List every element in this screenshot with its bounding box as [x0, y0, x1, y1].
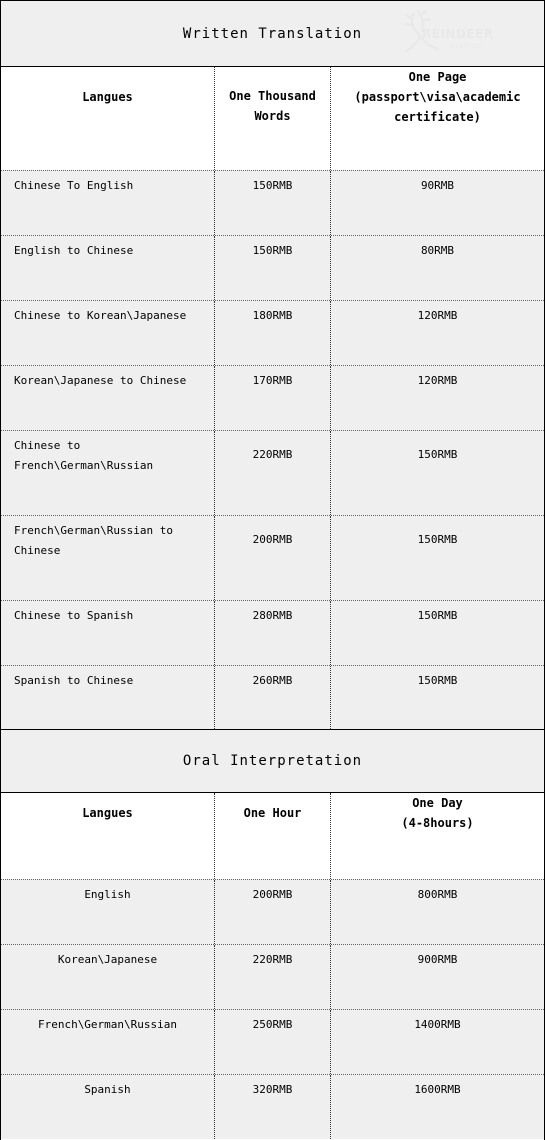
- written-translation-title: Written Translation: [182, 25, 363, 42]
- one-page-price: 90RMB: [420, 179, 455, 192]
- language-cell: French\German\Russian to Chinese: [1, 516, 215, 600]
- one-page-price: 120RMB: [417, 309, 458, 322]
- oral-header-langues: Langues: [1, 793, 215, 879]
- table-row: [1, 1074, 544, 1139]
- language-cell: Korean\Japanese: [1, 945, 215, 1009]
- one-page-price: 150RMB: [417, 448, 458, 461]
- table-row: [1, 944, 544, 1009]
- language-cell: Spanish: [1, 1075, 215, 1139]
- one-page-price: 150RMB: [417, 674, 458, 687]
- one-hour-price: 200RMB: [215, 880, 331, 944]
- table-row: [1, 170, 544, 235]
- oral-header-row: [1, 793, 544, 879]
- language-cell: Chinese to French\German\Russian: [1, 431, 215, 515]
- one-day-price: 1400RMB: [414, 1018, 461, 1031]
- written-header-langues: Langues: [1, 67, 215, 170]
- language-cell: Korean\Japanese to Chinese: [1, 366, 215, 430]
- language-cell: Spanish to Chinese: [1, 666, 215, 729]
- one-hour-price: 320RMB: [215, 1075, 331, 1139]
- table-row: [1, 665, 544, 729]
- written-translation-title-bar: [1, 0, 544, 66]
- table-row: [1, 879, 544, 944]
- one-day-price: 800RMB: [417, 888, 458, 901]
- written-header-one-page: One Page (passport\visa\academic certificate): [354, 70, 521, 124]
- table-row: [1, 600, 544, 665]
- thousand-words-price: 150RMB: [215, 236, 331, 300]
- one-page-price: 150RMB: [417, 533, 458, 546]
- oral-header-one-day: One Day (4-8hours): [401, 796, 474, 830]
- logo-name: REINDEER: [422, 27, 494, 41]
- one-page-price: 120RMB: [417, 374, 458, 387]
- table-row: [1, 430, 544, 515]
- oral-interpretation-title-bar: [1, 729, 544, 793]
- language-cell: English: [1, 880, 215, 944]
- language-cell: French\German\Russian: [1, 1010, 215, 1074]
- one-day-price: 900RMB: [417, 953, 458, 966]
- thousand-words-price: 220RMB: [215, 431, 331, 515]
- written-header-row: [1, 66, 544, 170]
- logo-sub: STATION: [450, 43, 483, 50]
- one-page-price: 80RMB: [420, 244, 455, 257]
- table-row: [1, 515, 544, 600]
- thousand-words-price: 180RMB: [215, 301, 331, 365]
- table-row: [1, 1009, 544, 1074]
- one-hour-price: 250RMB: [215, 1010, 331, 1074]
- language-cell: Chinese to Spanish: [1, 601, 215, 665]
- reindeer-station-logo: [402, 7, 522, 62]
- one-day-price: 1600RMB: [414, 1083, 461, 1096]
- oral-header-one-hour: One Hour: [215, 793, 331, 879]
- language-cell: Chinese to Korean\Japanese: [1, 301, 215, 365]
- one-page-price: 150RMB: [417, 609, 458, 622]
- language-cell: English to Chinese: [1, 236, 215, 300]
- thousand-words-price: 170RMB: [215, 366, 331, 430]
- oral-interpretation-title: Oral Interpretation: [182, 753, 363, 769]
- thousand-words-price: 200RMB: [215, 516, 331, 600]
- table-row: [1, 365, 544, 430]
- table-row: [1, 300, 544, 365]
- written-header-thousand-words: One Thousand Words: [215, 67, 331, 170]
- thousand-words-price: 280RMB: [215, 601, 331, 665]
- thousand-words-price: 150RMB: [215, 171, 331, 235]
- language-cell: Chinese To English: [1, 171, 215, 235]
- table-row: [1, 235, 544, 300]
- thousand-words-price: 260RMB: [215, 666, 331, 729]
- one-hour-price: 220RMB: [215, 945, 331, 1009]
